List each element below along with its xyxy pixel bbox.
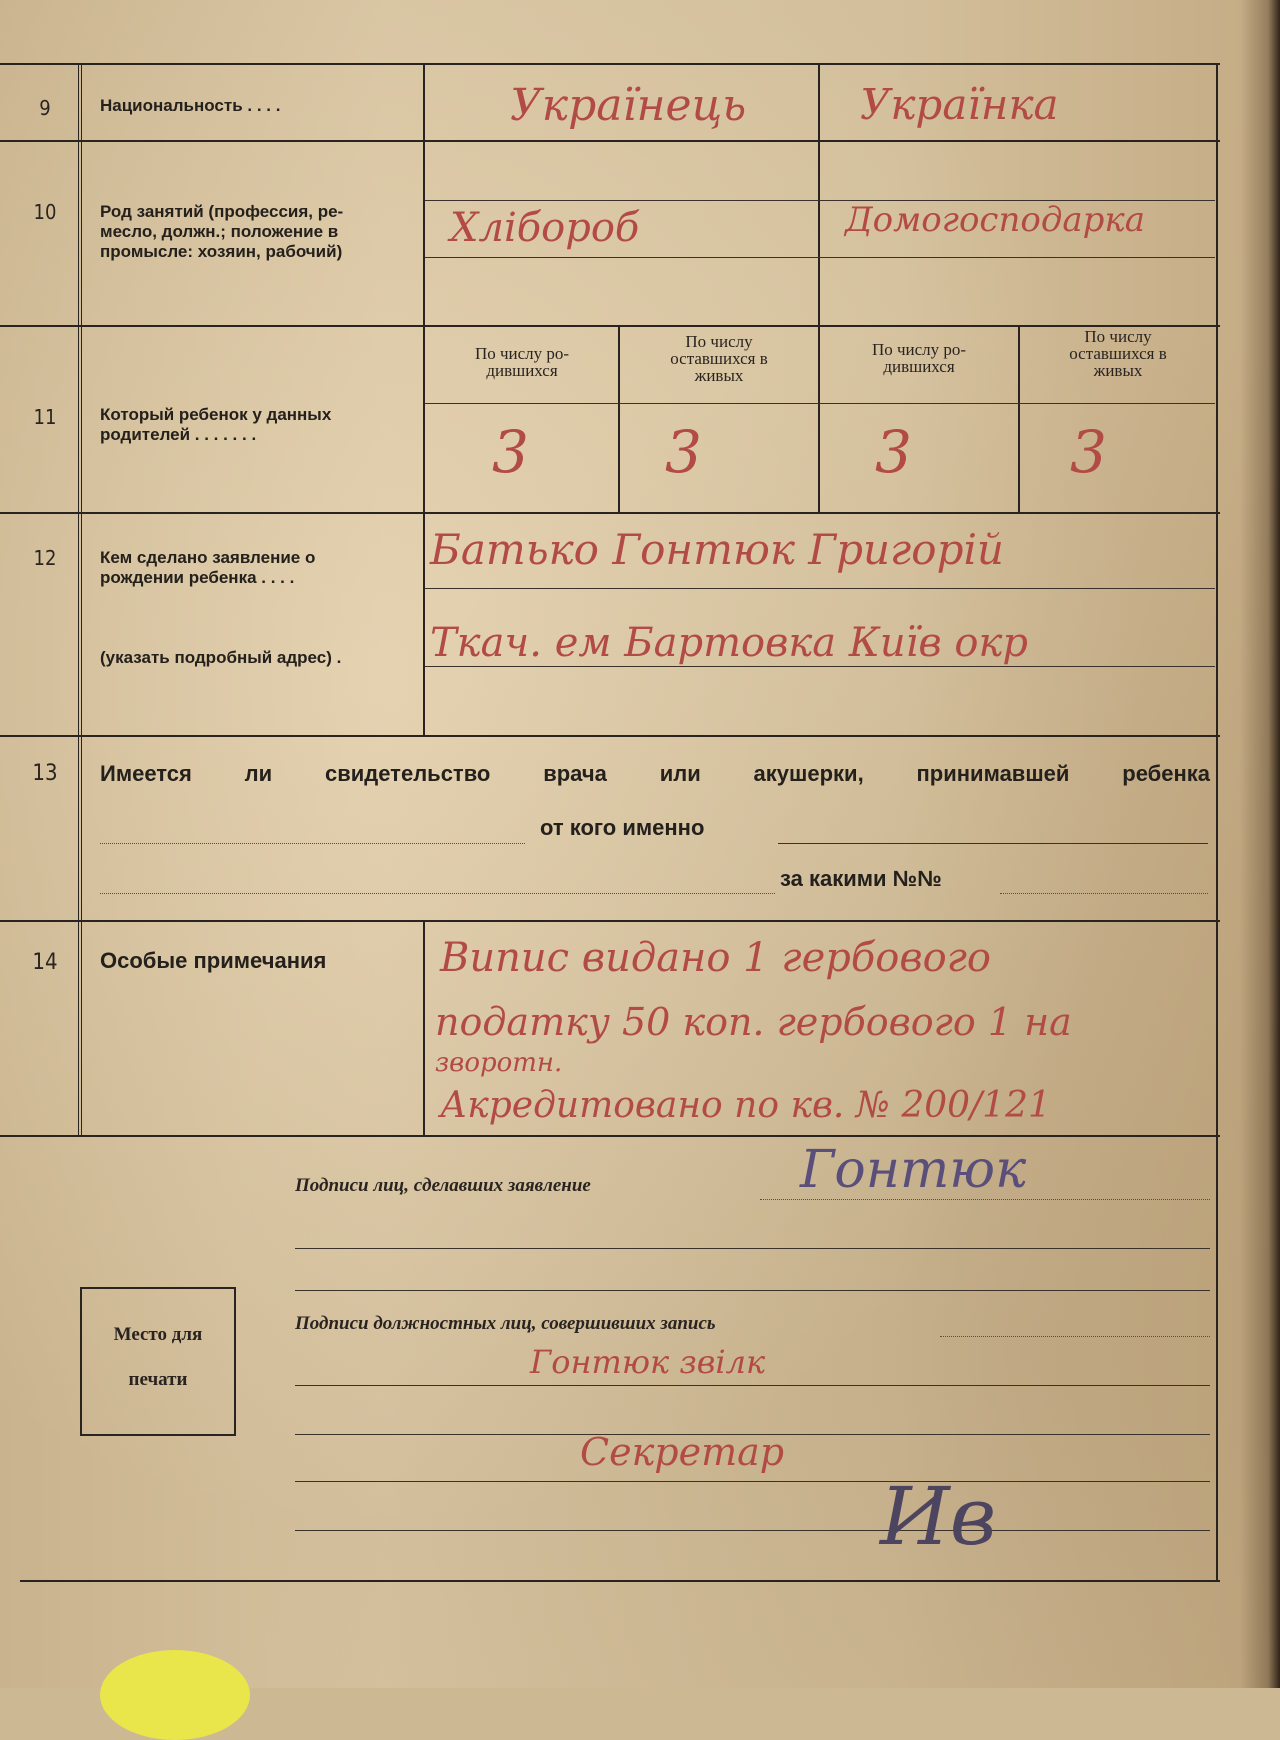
row-number-12: 12 xyxy=(33,546,57,570)
book-spine-shadow xyxy=(1240,0,1280,1688)
notes-line-2: податку 50 коп. гербового 1 на xyxy=(435,1000,1072,1044)
label-column-border-b xyxy=(423,920,425,1135)
secretary-mark: Ив xyxy=(880,1470,997,1563)
label-by-numbers: за какими №№ xyxy=(780,866,942,891)
declarant-name: Батько Гонтюк Григорій xyxy=(430,525,1004,574)
row13-dotted-a xyxy=(100,843,525,844)
label-declarant-line-1: Кем сделано заявление о xyxy=(100,548,316,567)
value-father-born: 3 xyxy=(492,418,529,486)
label-which-child-line-1: Который ребенок у данных xyxy=(100,405,332,424)
col-header-mother-born-line-2: дившихся xyxy=(883,357,955,376)
row-divider-14 xyxy=(0,1135,1220,1137)
row-number-9: 9 xyxy=(39,96,51,120)
value-mother-born: 3 xyxy=(875,418,912,486)
col-header-mother-living-line-1: По числу xyxy=(1084,327,1152,346)
stamp-label-line-1: Место для xyxy=(113,1324,203,1345)
father-occupation: Хлібороб xyxy=(450,205,640,251)
label-which-child-line-2: родителей . . . . . . . xyxy=(100,425,257,444)
row-divider-12 xyxy=(0,735,1220,737)
value-mother-living: 3 xyxy=(1070,418,1107,486)
mother-nationality: Українка xyxy=(860,80,1059,129)
row11-divider-a xyxy=(618,325,620,512)
label-occupation-line-2: месло, должн.; положение в xyxy=(100,222,339,241)
col-header-father-living-line-2: оставшихся в xyxy=(670,349,768,368)
notes-line-4: Акредитовано по кв. № 200/121 xyxy=(440,1085,1051,1126)
row11-header-rule xyxy=(425,403,1215,404)
row10-rule-b xyxy=(425,257,1215,258)
official-signature: Гонтюк звілк xyxy=(530,1343,766,1381)
label-address-hint: (указать подробный адрес) . xyxy=(100,648,342,667)
label-occupation xyxy=(100,202,343,262)
sig-rule-2 xyxy=(295,1248,1210,1249)
yellow-sticker xyxy=(100,1650,250,1740)
stamp-placeholder-box xyxy=(80,1287,236,1436)
declarant-address: Ткач. ем Бартовка Київ окр xyxy=(430,620,1028,666)
label-official-signatures: Подписи должностных лиц, совершивших запись xyxy=(295,1313,716,1334)
label-nationality: Национальность . . . . xyxy=(100,96,281,115)
applicant-signature: Гонтюк xyxy=(800,1140,1027,1200)
row-divider-13 xyxy=(0,920,1220,922)
notes-line-1: Випис видано 1 гербового xyxy=(440,935,991,981)
col-header-father-born xyxy=(428,345,616,379)
row-divider-9 xyxy=(0,140,1220,142)
father-nationality: Українець xyxy=(510,80,747,131)
row-divider-10 xyxy=(0,325,1220,327)
sig-rule-4 xyxy=(940,1336,1210,1337)
col-header-mother-born xyxy=(822,341,1016,375)
table-border-right xyxy=(1216,63,1218,1580)
row-number-11: 11 xyxy=(33,405,57,429)
label-special-notes: Особые примечания xyxy=(100,948,327,973)
secretary-signature: Секретар xyxy=(580,1430,785,1474)
row-divider-11 xyxy=(0,512,1220,514)
col-header-mother-living-line-3: живых xyxy=(1093,361,1143,380)
col-header-father-living-line-1: По числу xyxy=(685,332,753,351)
sig-rule-7 xyxy=(295,1481,1210,1482)
value-father-living: 3 xyxy=(665,418,702,486)
label-applicant-signatures: Подписи лиц, сделавших заявление xyxy=(295,1175,591,1196)
stamp-label-line-2: печати xyxy=(128,1369,188,1390)
father-mother-divider xyxy=(818,63,820,512)
row12-rule-a xyxy=(425,588,1215,589)
label-occupation-line-3: промысле: хозяин, рабочий) xyxy=(100,242,343,261)
row13-dotted-b xyxy=(100,893,775,894)
label-declarant-line-2: рождении ребенка . . . . xyxy=(100,568,295,587)
label-medical-certificate: Имеется ли свидетельство врача или акушерки, принимавшей ребенка xyxy=(100,761,1210,786)
col-header-mother-born-line-1: По числу ро- xyxy=(871,340,967,359)
label-occupation-line-1: Род занятий (профессия, ре- xyxy=(100,202,344,221)
label-column-border-a xyxy=(423,63,425,735)
row11-divider-b xyxy=(1018,325,1020,512)
col-header-father-living xyxy=(622,333,816,384)
mother-occupation: Домогосподарка xyxy=(845,200,1145,240)
notes-line-3: зворотн. xyxy=(435,1048,563,1078)
row-number-14: 14 xyxy=(32,950,58,975)
sig-rule-5 xyxy=(295,1385,1210,1386)
col-header-mother-living xyxy=(1022,328,1214,379)
sig-rule-8 xyxy=(295,1530,1210,1531)
col-header-mother-living-line-2: оставшихся в xyxy=(1069,344,1167,363)
table-border-top xyxy=(0,63,1220,65)
sig-rule-3 xyxy=(295,1290,1210,1291)
table-border-bottom xyxy=(20,1580,1220,1582)
col-header-father-living-line-3: живых xyxy=(694,366,744,385)
col-header-father-born-line-2: дившихся xyxy=(486,361,558,380)
row13-dotted-c xyxy=(1000,893,1208,894)
row13-rule-a xyxy=(778,843,1208,844)
label-which-child xyxy=(100,405,331,445)
col-header-father-born-line-1: По числу ро- xyxy=(474,344,570,363)
row12-rule-b xyxy=(425,666,1215,667)
label-from-whom: от кого именно xyxy=(540,815,705,840)
row-number-10: 10 xyxy=(33,200,57,224)
row-number-13: 13 xyxy=(32,761,58,786)
label-declarant xyxy=(100,548,315,588)
